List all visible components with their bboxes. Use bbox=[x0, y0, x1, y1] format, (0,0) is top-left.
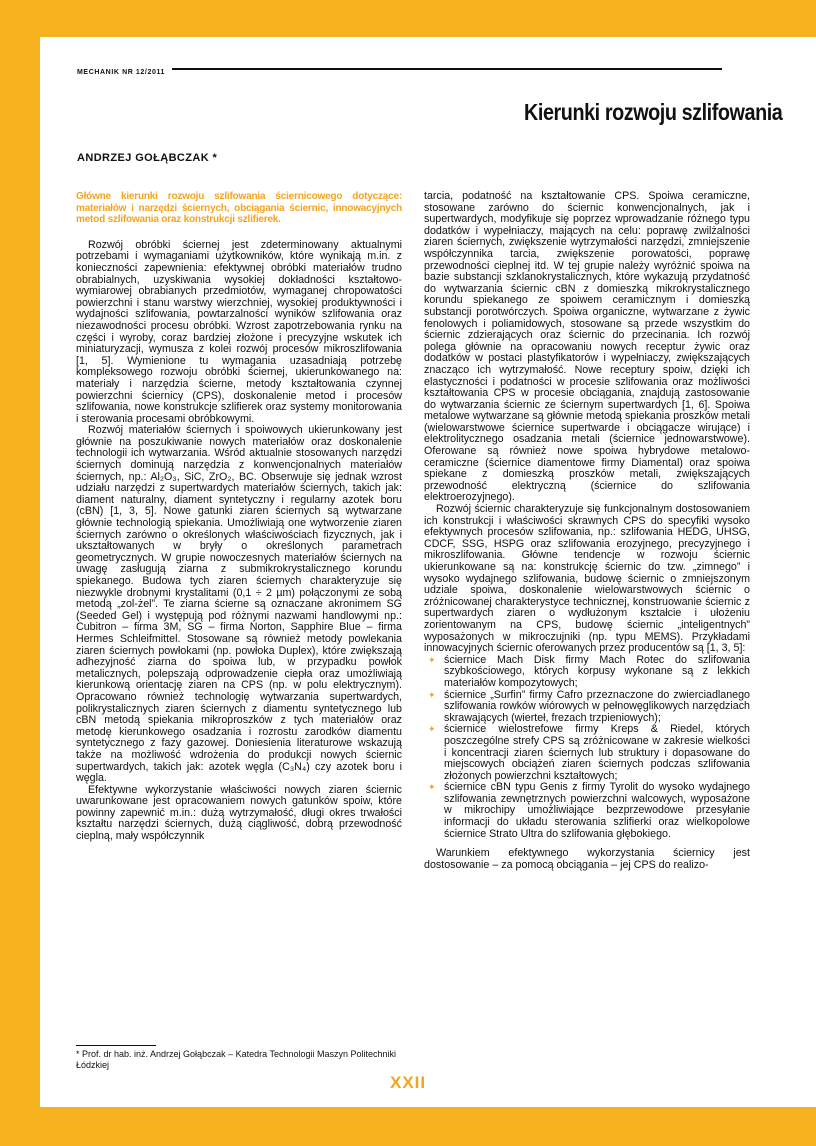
page-number: XXII bbox=[390, 1073, 427, 1092]
bullet-list bbox=[424, 655, 750, 841]
running-header bbox=[77, 61, 722, 75]
list-item: ✦ ściernice wielostrefowe firmy Kreps & Riedel, których poszczególne strefy CPS są zróżnicowane w zakresie wielkości i koncentracji ziaren ściernych lub struktury i dopasowane do miejscowych obciążeń ziaren ściernych podczas szlifowania złożonych powierzchni kształtowych; bbox=[424, 724, 750, 782]
footnote-rule bbox=[76, 1045, 156, 1046]
list-item: ✦ ściernice cBN typu Genis z firmy Tyrolit do wysoko wydajnego szlifowania zewnętrznych powierzchni walcowych, wyposażone w mikrochipy umożliwiające bezprzewodowe przesyłanie informacji do układu sterowania szlifierki oraz wielkopolowe ściernice Strato Ultra do szlifowania głębokiego. bbox=[424, 782, 750, 840]
header-rule bbox=[172, 68, 722, 70]
paragraph: Rozwój materiałów ściernych i spoiwowych ukierunkowany jest głównie na poszukiwanie nowych materiałów oraz doskonalenie technologii ich wytwarzania. Wśród aktualnie stosowanych narzędzi ściernych dominują narzędzia z konwencjonalnych materiałów ściernych, np.: Al₂O₃, SiC, ZrO₂, BC. Obserwuje się jednak wzrost udziału narzędzi z supertwardych materiałów ściernych, takich jak: diament naturalny, diament syntetyczny i regularny azotek boru (cBN) [1, 3, 5]. Nowe gatunki ziaren ściernych są wytwarzane głównie technologią spiekania. Umożliwiają one wytworzenie ziaren ściernych zarówno o określonych właściwościach fizycznych, jak i ukształtowanych w bryły o określonych parametrach geometrycznych. W grupie nowoczesnych materiałów ściernych na uwagę zasługują ziarna z submikrokrystalicznego korundu spiekanego. Budowa tych ziaren ściernych charakteryzuje się niezwykle drobnymi krystalitami (0,1 ÷ 2 µm) połączonymi ze sobą metodą „zol-żel”. Te ziarna ścierne są oznaczane akronimem SG (Seeded Gel) i występują pod różnymi nazwami handlowymi np.: Cubitron – firma 3M, SG – firma Norton, Sapphire Blue – firma Hermes Schleifmittel. Stosowane są również metody powlekania ziaren ściernych powłokami (np. powłoka Duplex), które zwiększają adhezyjność ziarna do spoiwa lub, w przypadku powłok metalicznych, polepszają odprowadzenie ciepła oraz umożliwiają kierunkową orientację ziaren na CPS (np. w polu elektrycznym). Opracowano również technologię wytwarzania supertwardych, polikrystalicznych ziaren ściernych z diamentu syntetycznego lub cBN metodą spiekania mikroproszków z tych materiałów oraz metodę kierunkowego osadzania i rozrostu zarodków diamentu syntetycznego z fazy gazowej. Doniesienia literaturowe wskazują także na możliwość wdrożenia do produkcji nowych ściernic supertwardych, takich jak: azotek węgla (C₃N₄) czy azotek boru i węgla. bbox=[76, 424, 402, 785]
paragraph: tarcia, podatność na kształtowanie CPS. Spoiwa ceramiczne, stosowane zarówno do ściernic konwencjonalnych, jak i supertwardych, modyfikuje się poprzez wprowadzanie różnego typu dodatków i wypełniaczy, mających na celu: poprawę zwilżalności ziaren ściernych, zwiększenie wytrzymałości narzędzi, zmniejszenie współczynnika tarcia, zwiększenie porowatości, poprawę przewodności cieplnej itd. W tej grupie należy wyróżnić spoiwa na bazie substancji szklanokrystalicznych, które wykazują przydatność do wytwarzania ściernic cBN z domieszką mikrokrystalicznego korundu spiekanego ze spoiwem ceramicznym i domieszką substancji porotwórczych. Spoiwa organiczne, wytwarzane z żywic fenolowych i poliamidowych, stosowane są przede wszystkim do ściernic zdzierających oraz ściernic do przecinania. Ich rozwój polega głównie na opracowaniu nowych receptur żywic oraz dodatków w postaci plastyfikatorów i wypełniaczy, zwiększających znacząco ich wytrzymałość. Nowe receptury spoiw, dzięki ich elastyczności i podatności w procesie szlifowania oraz możliwości kształtowania CPS w procesie obciągania, znajdują zastosowanie do wytwarzania ściernic ze ściernym supertwardych [1, 6]. Spoiwa metalowe wytwarzane są głównie metodą spiekania proszków metali (wielowarstwowe ściernice supertwarde i obciągacze wirujące) i elektrolitycznego osadzania metali (ściernice jednowarstwowe). Oferowane są również nowe spoiwa hybrydowe metalowo-ceramiczne (ściernice diamentowe firmy Diamental) oraz spoiwa spiekane z domieszką proszków metali, zwiększających przewodność elektryczną (ściernice do szlifowania elektroerozyjnego). bbox=[424, 191, 750, 504]
paragraph: Rozwój obróbki ściernej jest zdeterminowany aktualnymi potrzebami i wymaganiami użytkowników, które wynikają m.in. z konieczności zapewnienia: efektywnej obróbki materiałów trudno obrabialnych, uzyskiwania wysokiej dokładności kształtowo-wymiarowej obrabianych przedmiotów, wymaganej chropowatości powierzchni i stanu warstwy wierzchniej, wysokiej produktywności i wydajności szlifowania, powtarzalności wyników szlifowania oraz niezawodności procesu obróbki. Wzrost zapotrzebowania rynku na części i wyroby, coraz bardziej złożone i precyzyjne wskutek ich miniaturyzacji, wymusza z kolei rozwój procesów mikroszlifowania [1, 5]. Wymienione tu wymagania uzasadniają potrzebę kompleksowego rozwoju obróbki ściernej, ukierunkowanego na: materiały i narzędzia ścierne, metody kształtowania czynnej powierzchni ściernicy (CPS), doskonalenie metod i procesów szlifowania, nowe konstrukcje szlifierek oraz systemy monitorowania i sterowania procesami obróbkowymi. bbox=[76, 238, 402, 425]
left-column bbox=[76, 191, 402, 1067]
list-item: ✦ ściernice Mach Disk firmy Mach Rotec do szlifowania szybkościowego, których korpusy wykonane są z lekkich materiałów kompozytowych; bbox=[424, 655, 750, 690]
paragraph: Efektywne wykorzystanie właściwości nowych ziaren ściernic uwarunkowane jest opracowaniem nowych gatunków spoiw, które powinny zapewnić m.in.: dużą wytrzymałość, długi okres trwałości kształtu narzędzi ściernych, dużą ciągliwość, dobrą przewodność cieplną, mały współczynnik bbox=[76, 783, 402, 843]
paragraph: Rozwój ściernic charakteryzuje się funkcjonalnym dostosowaniem ich konstrukcji i właściwości skrawnych CPS do specyfiki wysoko efektywnych procesów szlifowania, np.: szlifowania HEDG, UHSG, CDCF, SSG, HSPG oraz szlifowania erozyjnego, precyzyjnego i mikroszlifowania. Główne tendencje w rozwoju ściernic ukierunkowane są na: konstrukcję ściernic do tzw. „zimnego” i wysoko wydajnego szlifowania, budowę ściernic o zmniejszonym udziale spoiwa, doskonalenie wielowarstwowych ściernic o zróżnicowanej charakterystyce technicznej, konstruowanie ściernic z supertwardych ziaren o wydłużonym kształcie i ułożeniu zorientowanym na CPS, budowę ściernic „inteligentnych” wyposażonych w mikroczujniki (np. typu MEMS). Przykładami innowacyjnych ściernic oferowanych przez producentów są [1, 3, 5]: bbox=[424, 503, 750, 655]
footnote bbox=[76, 1045, 402, 1071]
page bbox=[40, 37, 816, 1107]
list-item: ✦ ściernice „Surfin” firmy Cafro przeznaczone do zwierciadlanego szlifowania rowków wiórowych w pełnowęglikowych narzędziach skrawających (wierteł, frezach trzpieniowych); bbox=[424, 690, 750, 725]
right-column bbox=[424, 191, 750, 1071]
paragraph: Warunkiem efektywnego wykorzystania ściernicy jest dostosowanie – za pomocą obciągania – jej CPS do realizo- bbox=[424, 847, 750, 871]
article-author: ANDRZEJ GOŁĄBCZAK * bbox=[77, 152, 218, 164]
journal-name: MECHANIK NR 12/2011 bbox=[77, 69, 166, 76]
footnote-text: * Prof. dr hab. inż. Andrzej Gołąbczak – Katedra Technologii Maszyn Politechniki Łódzkiej bbox=[76, 1049, 397, 1070]
abstract: Główne kierunki rozwoju szlifowania ściernicowego dotyczące: materiałów i narzędzi ściernych, obciągania ściernic, innowacyjnych metod szlifowania oraz konstrukcji szlifierek. bbox=[76, 191, 402, 226]
article-title: Kierunki rozwoju szlifowania bbox=[523, 99, 782, 125]
